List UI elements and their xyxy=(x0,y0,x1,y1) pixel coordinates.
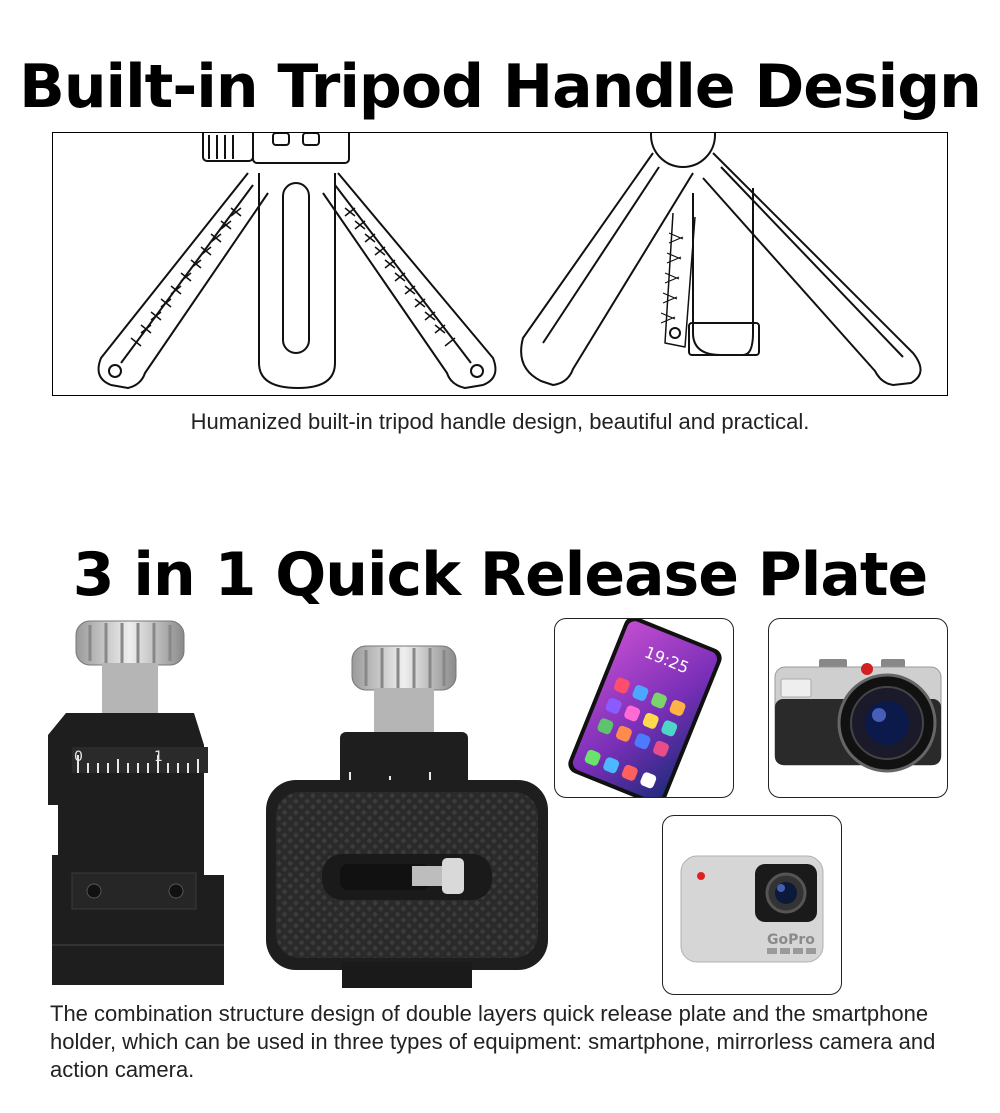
phone-clock: 19:25 xyxy=(641,642,692,678)
mirrorless-camera-icon xyxy=(769,619,947,797)
scale-tick-1: 1 xyxy=(154,749,163,765)
smartphone-icon xyxy=(555,619,733,797)
action-camera-icon xyxy=(663,816,841,994)
quick-release-caption: The combination structure design of double layers quick release plate and the smartphone holder, which can be used in three types of equipment: smartphone, mirrorless camera and action camera. xyxy=(50,1001,936,1082)
section-title-tripod: Built-in Tripod Handle Design xyxy=(19,52,981,122)
mirrorless-camera-thumbnail xyxy=(768,618,948,798)
section-title-quick-release: 3 in 1 Quick Release Plate xyxy=(72,540,928,610)
tripod-illustration-panel xyxy=(52,132,948,396)
scale-tick-0: 0 xyxy=(74,749,83,765)
tripod-line-drawing-icon xyxy=(53,133,948,396)
smartphone-thumbnail xyxy=(554,618,734,798)
quick-release-plate-side-view xyxy=(44,615,234,990)
action-camera-thumbnail xyxy=(662,815,842,995)
action-camera-brand: GoPro xyxy=(767,932,815,948)
tripod-caption: Humanized built-in tripod handle design, beautiful and practical. xyxy=(190,409,810,434)
quick-release-plate-top-view xyxy=(262,640,552,990)
